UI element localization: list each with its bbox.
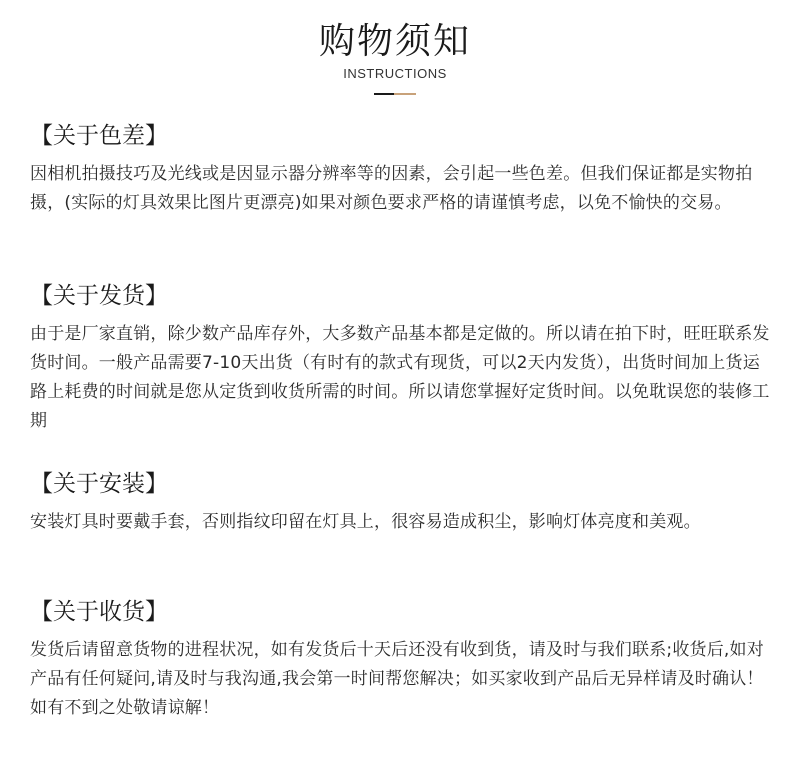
page-header — [0, 20, 790, 95]
section-body: 发货后请留意货物的进程状况，如有发货后十天后还没有收到货，请及时与我们联系;收货后,如对产品有任何疑问,请及时与我沟通,我会第一时间帮您解决；如买家收到产品后无异样请及时确认！如有不到之处敬请谅解！ — [30, 640, 764, 718]
section-shipping — [30, 282, 770, 436]
section-body: 安装灯具时要戴手套，否则指纹印留在灯具上，很容易造成积尘，影响灯体亮度和美观。 — [30, 512, 701, 532]
section-body: 因相机拍摄技巧及光线或是因显示器分辨率等的因素，会引起一些色差。但我们保证都是实物拍摄，(实际的灯具效果比图片更漂亮)如果对颜色要求严格的请谨慎考虑，以免不愉快的交易。 — [30, 164, 753, 213]
section-body: 由于是厂家直销，除少数产品库存外，大多数产品基本都是定做的。所以请在拍下时，旺旺联系发货时间。一般产品需要7-10天出货（有时有的款式有现货，可以2天内发货），出货时间加上货运路上耗费的时间就是您从定货到收货所需的时间。所以请您掌握好定货时间。以免耽误您的装修工期 — [30, 324, 770, 431]
section-heading: 【关于色差】 — [30, 123, 168, 149]
section-color-difference — [30, 122, 770, 218]
page-title: 购物须知 — [318, 21, 471, 62]
section-receiving — [30, 598, 770, 723]
section-heading: 【关于安装】 — [30, 471, 168, 497]
title-divider — [374, 93, 416, 95]
section-heading: 【关于收货】 — [30, 599, 168, 625]
page-subtitle: INSTRUCTIONS — [343, 66, 447, 81]
section-heading: 【关于发货】 — [30, 283, 168, 309]
divider-dark-segment — [374, 93, 394, 95]
section-installation — [30, 470, 770, 537]
divider-gold-segment — [394, 93, 416, 95]
